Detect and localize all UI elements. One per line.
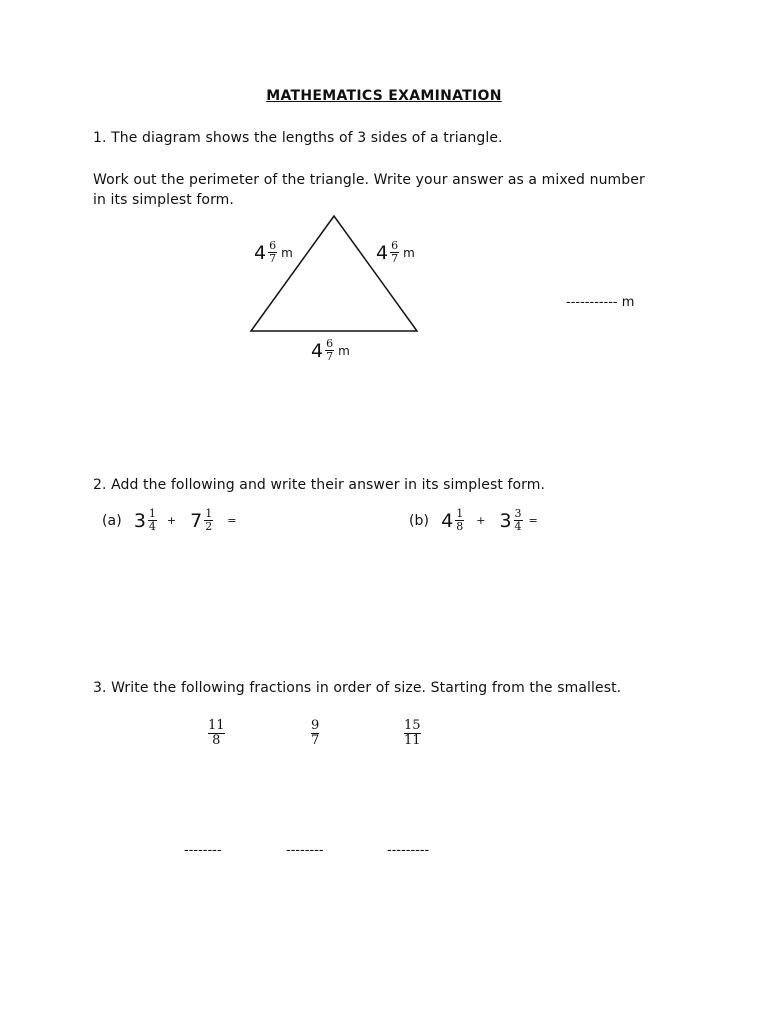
unit: m xyxy=(281,245,293,260)
denominator: 4 xyxy=(148,520,156,533)
numerator: 3 xyxy=(514,507,522,520)
whole-part: 3 xyxy=(133,509,146,532)
denominator: 7 xyxy=(326,350,334,363)
equals-sign: = xyxy=(528,514,538,527)
numerator: 15 xyxy=(404,718,421,733)
q2b-expression xyxy=(409,508,538,533)
q3-prompt: 3. Write the following fractions in order of size. Starting from the smallest. xyxy=(93,680,622,696)
fraction xyxy=(390,240,399,265)
denominator: 7 xyxy=(391,252,399,265)
side-length-right xyxy=(376,240,415,265)
q1-answer-line: ----------- m xyxy=(566,295,635,310)
fraction xyxy=(455,508,464,533)
q3-fraction-3 xyxy=(404,719,421,748)
q2a-label: (a) xyxy=(102,512,122,529)
fraction xyxy=(325,338,334,363)
fraction xyxy=(514,508,523,533)
numerator: 6 xyxy=(269,239,277,252)
plus-sign: + xyxy=(476,514,486,527)
whole-part: 3 xyxy=(499,509,512,532)
q2b-label: (b) xyxy=(409,512,430,529)
q3-answer-blank-3: --------- xyxy=(387,843,430,858)
whole-part: 4 xyxy=(441,509,454,532)
exam-title: MATHEMATICS EXAMINATION xyxy=(266,88,502,104)
equals-sign: = xyxy=(227,514,237,527)
whole-part: 4 xyxy=(254,241,267,264)
plus-sign: + xyxy=(166,514,177,527)
q1-statement: 1. The diagram shows the lengths of 3 sides of a triangle. xyxy=(93,130,503,146)
numerator: 1 xyxy=(205,507,213,520)
denominator: 2 xyxy=(205,520,213,533)
q1-instruction-cont: in its simplest form. xyxy=(93,192,234,208)
whole-part: 7 xyxy=(190,509,203,532)
q1-instruction: Work out the perimeter of the triangle. Write your answer as a mixed number xyxy=(93,172,645,188)
unit: m xyxy=(403,245,415,260)
q3-answer-blank-2: -------- xyxy=(286,843,324,858)
numerator: 11 xyxy=(208,718,225,733)
q2a-expression xyxy=(102,508,236,533)
denominator: 8 xyxy=(456,520,464,533)
whole-part: 4 xyxy=(376,241,389,264)
triangle-shape xyxy=(251,216,417,331)
denominator: 4 xyxy=(514,520,522,533)
q3-fraction-1 xyxy=(208,719,225,748)
denominator: 11 xyxy=(404,733,421,748)
q2-prompt: 2. Add the following and write their answer in its simplest form. xyxy=(93,477,546,493)
numerator: 6 xyxy=(391,239,399,252)
whole-part: 4 xyxy=(311,339,324,362)
numerator: 9 xyxy=(311,718,320,733)
fraction xyxy=(204,508,213,533)
denominator: 7 xyxy=(311,733,320,748)
numerator: 1 xyxy=(456,507,464,520)
unit: m xyxy=(338,343,350,358)
q3-fraction-2 xyxy=(311,719,319,748)
numerator: 6 xyxy=(326,337,334,350)
side-length-bottom xyxy=(311,338,350,363)
numerator: 1 xyxy=(148,507,156,520)
denominator: 7 xyxy=(269,252,277,265)
fraction xyxy=(268,240,277,265)
denominator: 8 xyxy=(212,733,221,748)
side-length-left xyxy=(254,240,293,265)
q3-answer-blank-1: -------- xyxy=(184,843,222,858)
fraction xyxy=(148,508,157,533)
